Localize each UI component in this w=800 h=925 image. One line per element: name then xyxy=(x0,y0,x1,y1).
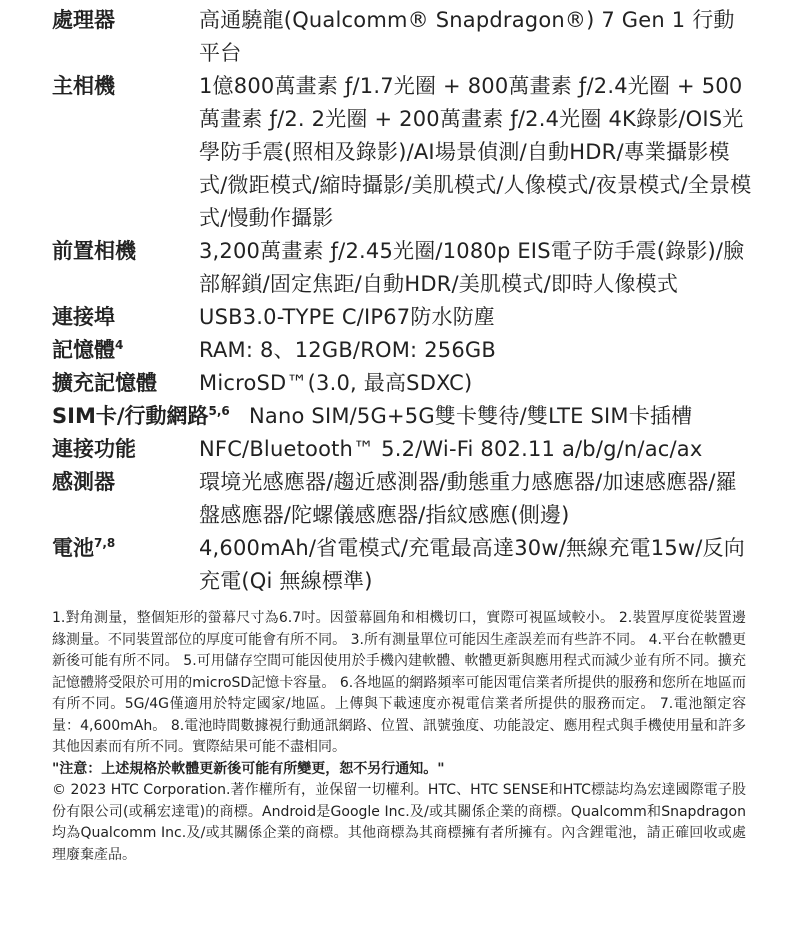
spec-row-memory xyxy=(52,334,752,367)
spec-value: 高通驍龍(Qualcomm® Snapdragon®) 7 Gen 1 行動平台 xyxy=(199,8,735,65)
footnote-ref: 5,6 xyxy=(208,404,230,418)
spec-label xyxy=(52,400,230,433)
spec-value: MicroSD™(3.0, 最高SDXC) xyxy=(199,371,473,395)
warning-notice: "注意：上述規格於軟體更新後可能有所變更，恕不另行通知。" xyxy=(52,760,445,777)
spec-value: 1億800萬畫素 ƒ/1.7光圈 + 800萬畫素 ƒ/2.4光圈 + 500萬畫素 ƒ/2. 2光圈 + 200萬畫素 ƒ/2.4光圈 4K錄影/OIS光學防手震(照相及錄影)/AI場景偵測/自動HDR/專業攝影模式/微距模式/縮時攝影/美肌模式/人像模式/夜景模式/全景模式/慢動作攝影 xyxy=(199,74,752,230)
spec-label: 連接功能 xyxy=(52,437,136,461)
spec-label-text: 電池 xyxy=(52,536,94,560)
spec-row-sensors xyxy=(52,466,752,532)
spec-label xyxy=(52,334,123,367)
spec-label-text: SIM卡/行動網路 xyxy=(52,404,209,428)
spec-row-port xyxy=(52,301,752,334)
spec-table xyxy=(52,4,752,598)
spec-value: Nano SIM/5G+5G雙卡雙待/雙LTE SIM卡插槽 xyxy=(249,404,693,428)
spec-label: 前置相機 xyxy=(52,239,136,263)
spec-row-front-camera xyxy=(52,235,752,301)
spec-value: RAM: 8、12GB/ROM: 256GB xyxy=(199,338,496,362)
spec-row-main-camera xyxy=(52,70,752,235)
spec-row-expansion xyxy=(52,367,752,400)
spec-label: 主相機 xyxy=(52,74,115,98)
spec-label-text: 記憶體 xyxy=(52,338,115,362)
spec-value: 環境光感應器/趨近感測器/動態重力感應器/加速感應器/羅盤感應器/陀螺儀感應器/指紋感應(側邊) xyxy=(199,470,737,527)
spec-value: 4,600mAh/省電模式/充電最高達30w/無線充電15w/反向充電(Qi 無線標準) xyxy=(199,536,745,593)
spec-row-sim xyxy=(52,400,752,433)
spec-row-connectivity xyxy=(52,433,752,466)
footnote-ref: 4 xyxy=(115,338,124,352)
spec-label: 處理器 xyxy=(52,8,115,32)
spec-value: USB3.0-TYPE C/IP67防水防塵 xyxy=(199,305,496,329)
spec-row-processor xyxy=(52,4,752,70)
spec-row-battery xyxy=(52,532,752,598)
copyright-text: © 2023 HTC Corporation.著作權所有，並保留一切權利。HTC、HTC SENSE和HTC標誌均為宏達國際電子股份有限公司(或稱宏達電)的商標。Android是Google Inc.及/或其關係企業的商標。Qualcomm和Snapdragon均為Qualcomm Inc.及/或其關係企業的商標。其他商標為其商標擁有者所擁有。內含鋰電池，請正確回收或處理廢棄產品。 xyxy=(52,782,746,863)
spec-label: 連接埠 xyxy=(52,305,115,329)
footnotes-section xyxy=(52,608,746,866)
spec-value: NFC/Bluetooth™ 5.2/Wi-Fi 802.11 a/b/g/n/ac/ax xyxy=(199,437,703,461)
spec-label xyxy=(52,532,115,565)
spec-value: 3,200萬畫素 ƒ/2.45光圈/1080p EIS電子防手震(錄影)/臉部解鎖/固定焦距/自動HDR/美肌模式/即時人像模式 xyxy=(199,239,745,296)
footnote-ref: 7,8 xyxy=(94,536,116,550)
spec-label: 擴充記憶體 xyxy=(52,371,157,395)
spec-label: 感測器 xyxy=(52,470,115,494)
footnotes-text: 1.對角測量，整個矩形的螢幕尺寸為6.7吋。因螢幕圓角和相機切口，實際可視區域較小。 2.裝置厚度從裝置邊緣測量。不同裝置部位的厚度可能會有所不同。 3.所有測量單位可能因生產誤差而有些許不同。 4.平台在軟體更新後可能有所不同。 5.可用儲存空間可能因使用於手機內建軟體、軟體更新與應用程式而減少並有所不同。擴充記憶體將受限於可用的microSD記憶卡容量。 6.各地區的網路頻率可能因電信業者所提供的服務和您所在地區而有所不同。5G/4G僅適用於特定國家/地區。上傳與下載速度亦視電信業者所提供的服務而定。 7.電池額定容量：4,600mAh。 8.電池時間數據視行動通訊網路、位置、訊號強度、功能設定、應用程式與手機使用量和許多其他因素而有所不同。實際結果可能不盡相同。 xyxy=(52,610,746,755)
